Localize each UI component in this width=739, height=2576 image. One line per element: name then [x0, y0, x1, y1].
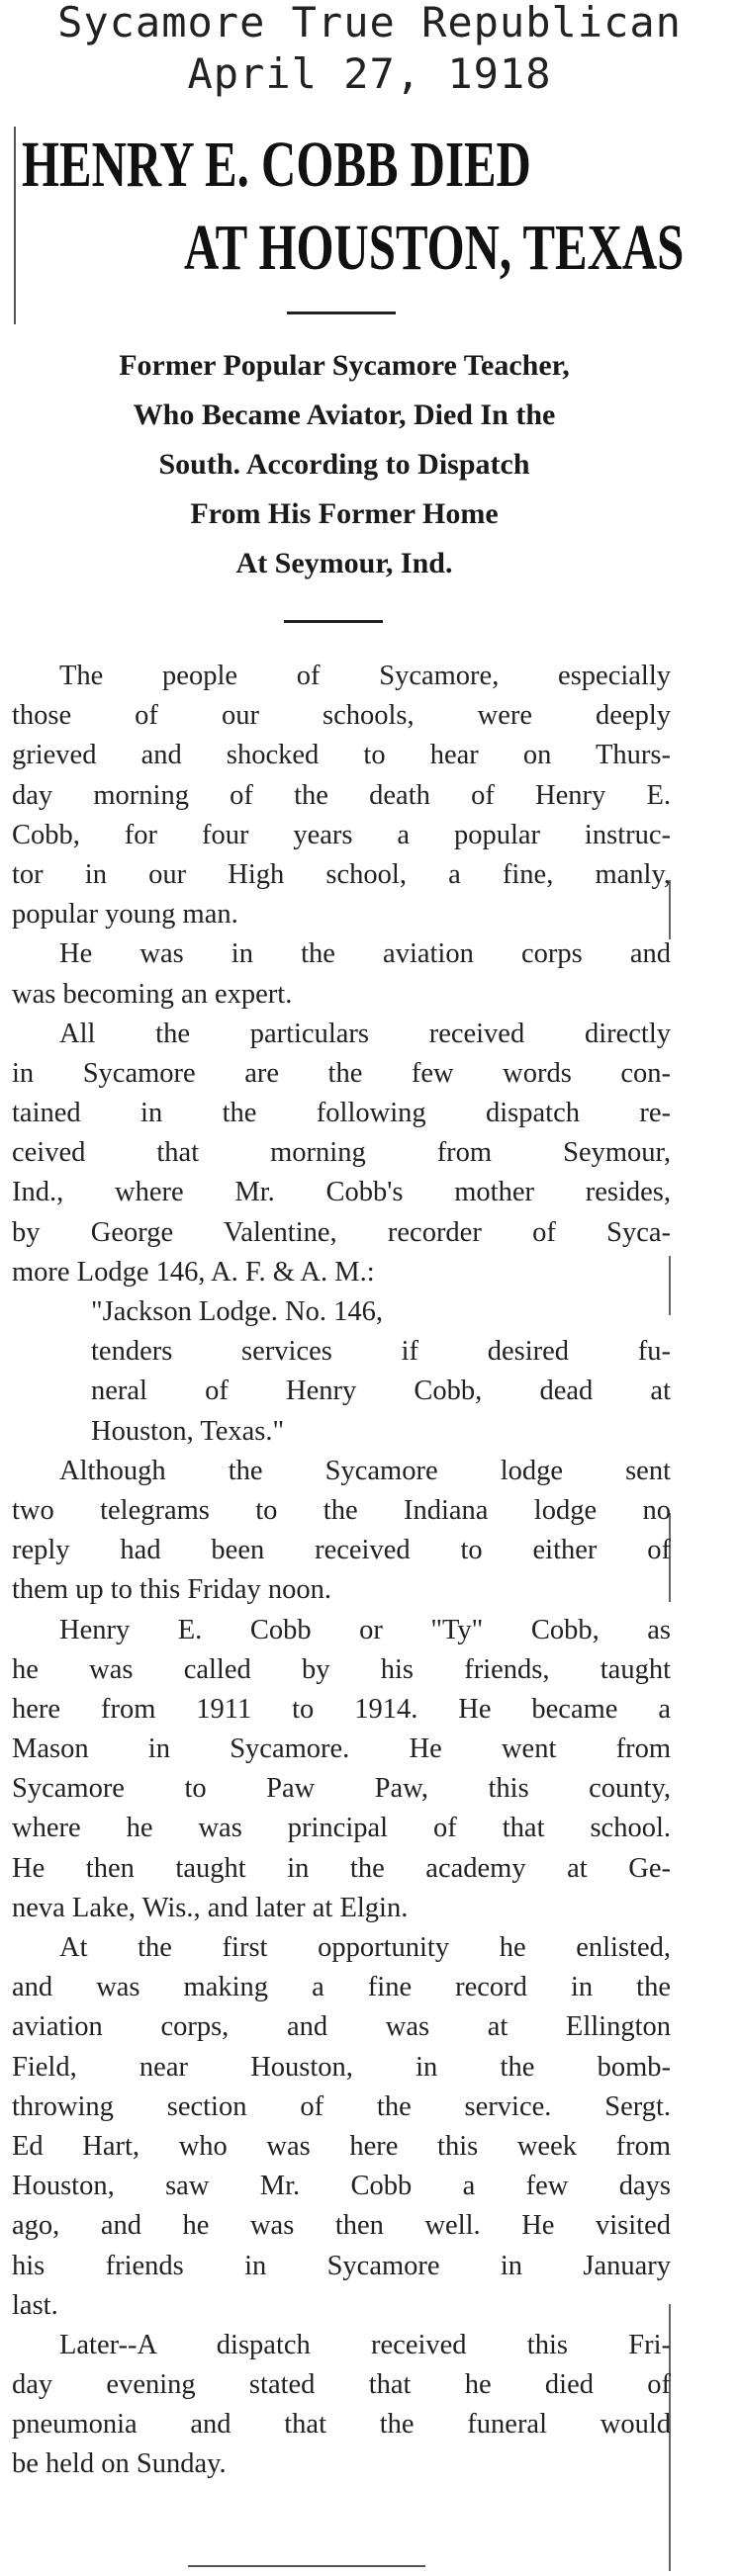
- article-line: Cobb, for four years a popular instruc-: [12, 819, 671, 850]
- article-line: more Lodge 146, A. F. & A. M.:: [12, 1256, 375, 1288]
- article-line: Ind., where Mr. Cobb's mother resides,: [12, 1177, 671, 1208]
- article-line: Although the Sycamore lodge sent: [59, 1455, 671, 1486]
- publication-date: April 27, 1918: [187, 49, 552, 98]
- article-line: by George Valentine, recorder of Syca-: [12, 1216, 671, 1248]
- newspaper-name: Sycamore True Republican: [57, 0, 682, 46]
- article-line: Mason in Sycamore. He went from: [12, 1733, 671, 1765]
- subhead-line: Former Popular Sycamore Teacher,: [119, 349, 570, 382]
- article-line: grieved and shocked to hear on Thurs-: [12, 740, 671, 771]
- bottom-divider: [188, 2565, 425, 2567]
- article-line: where he was principal of that school.: [12, 1813, 671, 1844]
- article-line: and was making a fine record in the: [12, 1972, 671, 2003]
- article-line: ceived that morning from Seymour,: [12, 1137, 671, 1169]
- article-line: He was in the aviation corps and: [59, 938, 671, 970]
- article-line: Sycamore to Paw Paw, this county,: [12, 1773, 671, 1805]
- subhead-line: South. According to Dispatch: [158, 448, 530, 481]
- column-rule-left: [14, 127, 16, 324]
- article-line: be held on Sunday.: [12, 2448, 227, 2480]
- article-line: neral of Henry Cobb, dead at: [91, 1376, 671, 1407]
- subhead-line: From His Former Home: [190, 497, 499, 530]
- article-line: At the first opportunity he enlisted,: [59, 1932, 671, 1963]
- article-line: day morning of the death of Henry E.: [12, 779, 671, 811]
- article-line: aviation corps, and was at Ellington: [12, 2011, 671, 2043]
- article-line: pneumonia and that the funeral would: [12, 2409, 671, 2441]
- article-line: in Sycamore are the few words con-: [12, 1057, 671, 1089]
- article-line: tor in our High school, a fine, manly,: [12, 858, 671, 890]
- article-line: "Jackson Lodge. No. 146,: [91, 1296, 384, 1327]
- article-line: tenders services if desired fu-: [91, 1336, 671, 1368]
- headline-line-1: HENRY E. COBB DIED: [22, 129, 531, 201]
- article-line: throwing section of the service. Sergt.: [12, 2090, 671, 2122]
- article-line: Houston, saw Mr. Cobb a few days: [12, 2171, 671, 2202]
- article-line: here from 1911 to 1914. He became a: [12, 1693, 671, 1725]
- article-line: Houston, Texas.": [91, 1415, 285, 1447]
- article-line: two telegrams to the Indiana lodge no: [12, 1494, 671, 1526]
- article-line: reply had been received to either of: [12, 1535, 671, 1566]
- article-line: was becoming an expert.: [12, 978, 293, 1010]
- subhead-divider: [284, 620, 383, 623]
- article-line: tained in the following dispatch re-: [12, 1098, 671, 1129]
- article-line: Later--A dispatch received this Fri-: [59, 2329, 671, 2360]
- subhead-line: At Seymour, Ind.: [235, 547, 453, 579]
- article-line: those of our schools, were deeply: [12, 700, 671, 732]
- article-line: The people of Sycamore, especially: [59, 661, 671, 691]
- article-line: day evening stated that he died of: [12, 2369, 671, 2401]
- article-line: Henry E. Cobb or "Ty" Cobb, as: [59, 1614, 671, 1645]
- article-line: he was called by his friends, taught: [12, 1653, 671, 1685]
- article-line: He then taught in the academy at Ge-: [12, 1852, 671, 1884]
- subheadline: [18, 341, 671, 588]
- subhead-line: Who Became Aviator, Died In the: [133, 399, 556, 431]
- article-line: neva Lake, Wis., and later at Elgin.: [12, 1892, 409, 1923]
- article-line: last.: [12, 2289, 58, 2321]
- headline-line-2: AT HOUSTON, TEXAS: [184, 212, 685, 284]
- article-line: ago, and he was then well. He visited: [12, 2210, 671, 2242]
- article-line: Ed Hart, who was here this week from: [12, 2130, 671, 2162]
- headline-divider: [287, 311, 396, 314]
- article-line: All the particulars received directly: [59, 1018, 671, 1049]
- article-line: them up to this Friday noon.: [12, 1574, 331, 1606]
- article-line: popular young man.: [12, 899, 238, 931]
- article-line: his friends in Sycamore in January: [12, 2250, 671, 2281]
- article-body: [12, 657, 671, 2485]
- article-line: Field, near Houston, in the bomb-: [12, 2051, 671, 2083]
